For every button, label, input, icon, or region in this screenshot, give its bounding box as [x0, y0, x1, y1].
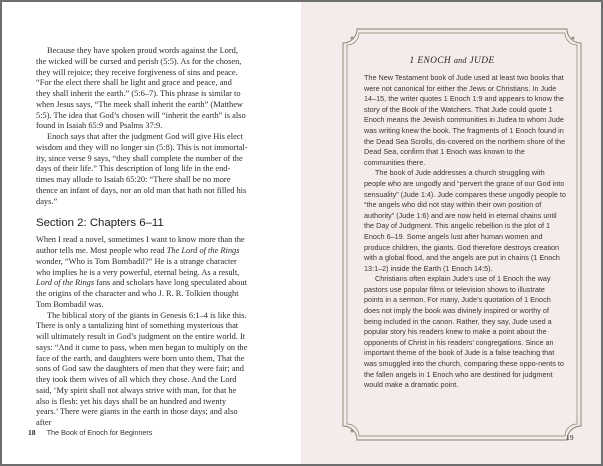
section-heading: Section 2: Chapters 6–11 — [36, 217, 164, 230]
paragraph: The book of Jude addresses a church struggling with people who are ungodly and “pervert the grace of our God into sensuality” (Jude 1:4). Jude compares these ungodly people to “the angels who did not stay within their own position of authority” (Jude 1:6) and are now held in eternal chains until the Day of Judgment. This angelic rebellion is the plot of 1 Enoch 6–19. Some angels lust after human women and produce children, the giants. God therefore destroys creation with a global flood, and the angels are put in chains (1 Enoch 13:1–2) inside the Earth (1 Enoch 14:5). — [364, 168, 566, 273]
book-title-italic: The Lord of the Rings — [166, 246, 240, 255]
title-part: JUDE — [466, 56, 495, 66]
right-page — [301, 2, 601, 464]
text-run: 1 Enoch means the Jewish communities in Judea to whom Jude was writing knew the book. The fragments of 1 Enoch found in the Dead Sea Scrolls, dis-covered on the northern shore of the Dead Sea, confirm that 1 Enoch was known to the communities there. — [364, 104, 566, 167]
paragraph: The biblical story of the giants in Genesis 6:1–4 is like this. There is only a tantalizing hint of something mysterious that will ultimately result in God’s judgment on the entire world. It says: “And it came to pass, when men began to multiply on the face of the earth, and daughters were born unto them, That the sons of God saw the daughters of men that they were fair; and they took them wives of all which they chose. And the Lord said, ‘My spirit shall not always strive with man, for that he also is flesh: yet his days shall be an hundred and twenty years.’ There were giants in the earth in those days; and also after — [36, 310, 248, 427]
page-number: 19 — [566, 433, 574, 442]
book-title-italic: Lord of the Rings — [36, 278, 95, 288]
paragraph: Enoch says that after the judgment God will give His elect wisdom and they will no longer sin (5:8). This is not immortal-ity, since verse 9 says, “they shall complete the number of the days of their life.” This description of long life in the end-times may allude to Isaiah 65:20: “There shall be no more thence an infant of days, nor an old man that hath not filled his days.” — [36, 132, 248, 206]
title-part: and — [453, 56, 467, 65]
left-page — [2, 2, 301, 464]
corner-dot — [351, 430, 354, 433]
left-page-footer — [28, 428, 152, 437]
corner-dot — [351, 37, 354, 40]
paragraph: Christians often explain Jude’s use of 1 Enoch the way pastors use popular films or television shows to illustrate points in a sermon. For many, Jude’s quotation of 1 Enoch does not imply the book was divinely inspired or worthy of being included in the canon. Rather, they say, Jude used a popular story his readers knew to make a point about the opponents of Christ in his readers’ congregations. Since an important theme of the book of Jude is a false teaching that was smuggled into the church, comparing these oppo-nents to the fallen angels in 1 Enoch who are destined for judgment would make a dramatic point. — [364, 274, 564, 390]
text-run: fans and scholars have long speculated about the origins of the character and who J. R. R. Tolkien thought Tom Bombadil was. — [36, 278, 247, 309]
paragraph: Because they have spoken proud words against the Lord, the wicked will be cursed and perish (5:5). As for the chosen, they will rejoice; they receive forgiveness of sins and peace. “For the elect there shall be light and grace and peace, and they shall inherit the earth.” (5:6–7). This phrase is similar to when Jesus says, “The meek shall inherit the earth” (Matthew 5:5). The idea that God’s chosen will “inherit the earth” is also found in Isaiah 65:9 and Psalms 37:9. — [36, 46, 246, 131]
text-run: wonder, “Who is Tom Bombadil?” He is a strange character who implies he is a very powerful, eternal being. As a result, — [36, 256, 240, 277]
paragraph — [36, 235, 248, 310]
running-title: The Book of Enoch for Beginners — [46, 428, 153, 437]
text-run: When I read a novel, sometimes I want to know more than the author tells me. Most people who read — [36, 235, 245, 255]
paragraph — [364, 73, 566, 168]
sidebar-body — [364, 73, 566, 391]
text-run: The New Testament book of Jude used at least two books that were not canonical for either the Jews or Christians. In Jude 14–15, the writer quotes 1 Enoch 1:9 and appears to know the story of the Book of the Watchers. That Jude could — [364, 73, 564, 114]
left-page-body — [36, 46, 248, 429]
italic-word: quote — [528, 104, 547, 114]
title-part: 1 ENOCH — [409, 56, 454, 66]
page-number: 18 — [28, 428, 36, 437]
corner-dot — [572, 37, 575, 40]
sidebar-title — [347, 56, 557, 66]
